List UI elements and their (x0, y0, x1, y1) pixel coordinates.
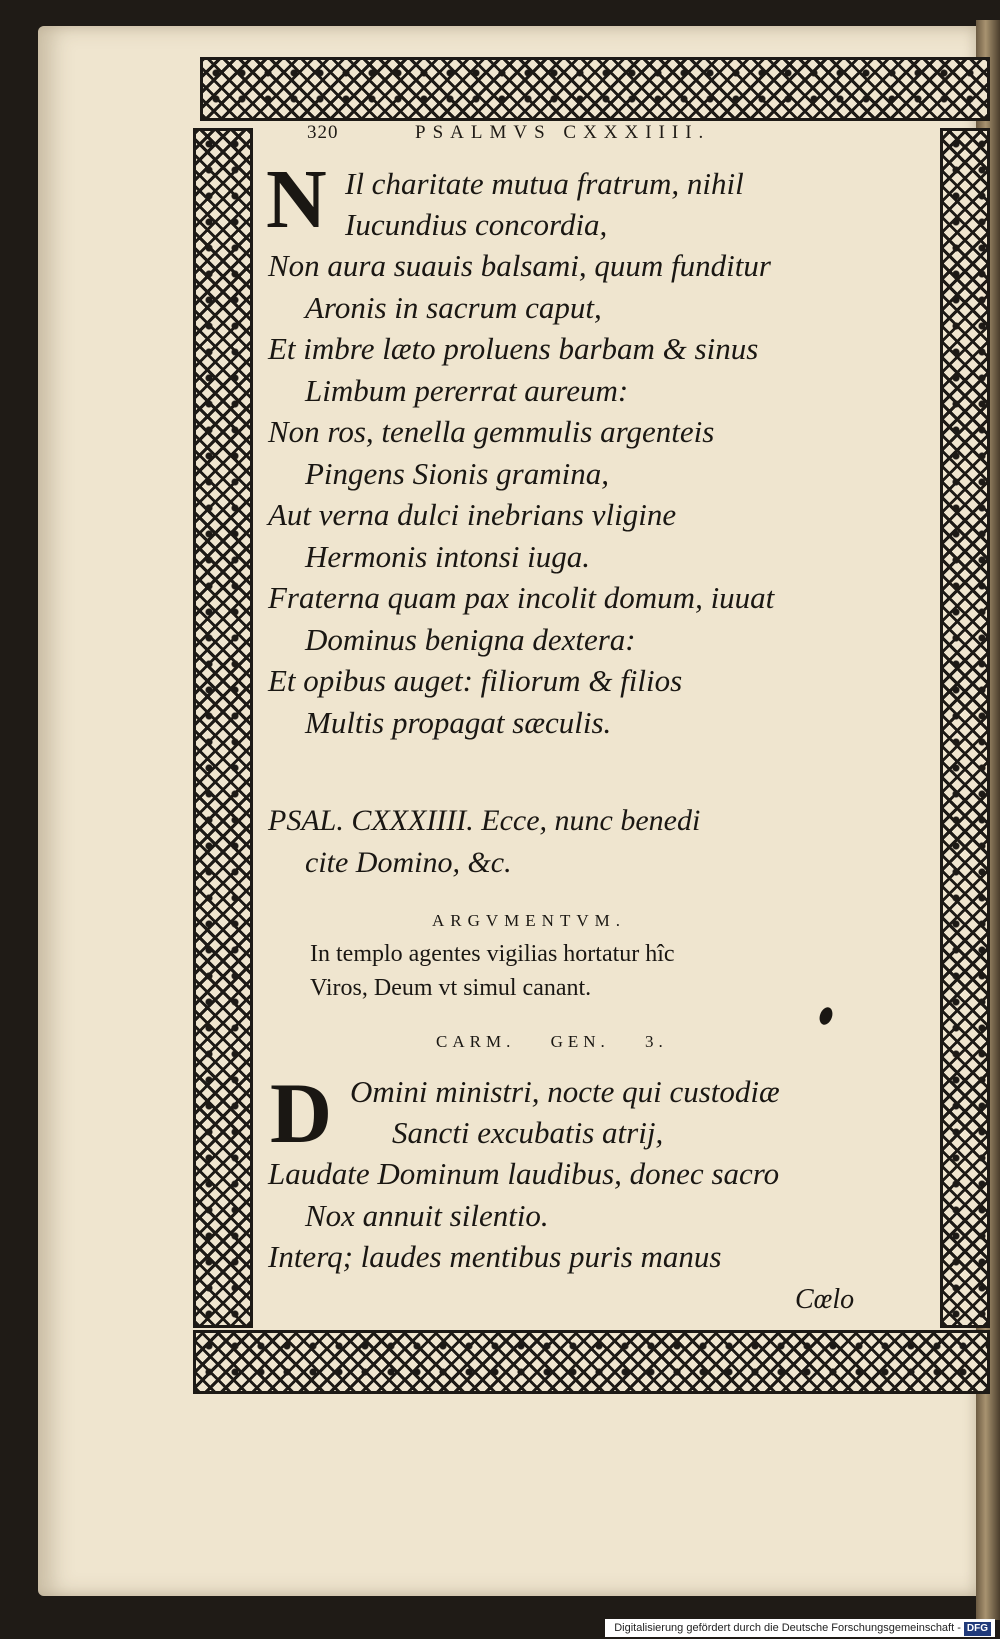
verse-line: Il charitate mutua fratrum, nihil (345, 166, 744, 201)
digitization-credit (605, 1619, 995, 1637)
argumentum-line: Viros, Deum vt simul canant. (310, 975, 592, 1001)
argumentum-line: In templo agentes vigilias hortatur hîc (310, 941, 675, 967)
verse-line: Pingens Sionis gramina, (305, 456, 609, 491)
verse-line: Non aura suauis balsami, quum funditur (268, 248, 771, 283)
ornament-border-bottom (193, 1330, 990, 1394)
ornament-border-top (200, 57, 990, 121)
verse-line: Iucundius concordia, (345, 207, 608, 242)
verse-line: Multis propagat sæculis. (305, 705, 612, 740)
drop-initial-n: N (266, 153, 327, 246)
verse-line: Et opibus auget: filiorum & filios (268, 663, 683, 698)
verse-line: Aut verna dulci inebrians vligine (268, 497, 677, 532)
verse-line: Non ros, tenella gemmulis argenteis (268, 414, 715, 449)
credit-text: Digitalisierung gefördert durch die Deutsche Forschungsgemeinschaft - (614, 1622, 961, 1634)
catchword: Cœlo (795, 1284, 855, 1315)
verse-line: Limbum pererrat aureum: (305, 373, 629, 408)
verse-line: Nox annuit silentio. (305, 1198, 549, 1233)
verse-line: Hermonis intonsi iuga. (305, 539, 591, 574)
verse-line: Dominus benigna dextera: (305, 622, 636, 657)
verse-line: Laudate Dominum laudibus, donec sacro (268, 1156, 780, 1191)
ornament-border-left (193, 128, 253, 1328)
verse-line: Fraterna quam pax incolit domum, iuuat (268, 580, 775, 615)
page-number: 320 (307, 122, 339, 143)
verse-line: Aronis in sacrum caput, (305, 290, 602, 325)
psalm-heading-continued: cite Domino, &c. (305, 846, 512, 879)
carmen-heading: CARM. GEN. 3. (436, 1032, 668, 1051)
drop-initial-d: D (270, 1065, 333, 1161)
verse-line: Interq; laudes mentibus puris manus (268, 1239, 722, 1274)
running-title: PSALMVS CXXXIIII. (415, 122, 711, 143)
verse-line: Et imbre læto proluens barbam & sinus (268, 331, 759, 366)
verse-line: Sancti excubatis atrij, (392, 1115, 664, 1150)
ornament-border-right (940, 128, 990, 1328)
argumentum-heading: ARGVMENTVM. (432, 911, 626, 930)
running-head (307, 122, 807, 152)
psalm-heading: PSAL. CXXXIIII. Ecce, nunc benedi (268, 804, 701, 837)
verse-line: Omini ministri, nocte qui custodiæ (350, 1074, 780, 1109)
dfg-logo: DFG (964, 1622, 991, 1636)
